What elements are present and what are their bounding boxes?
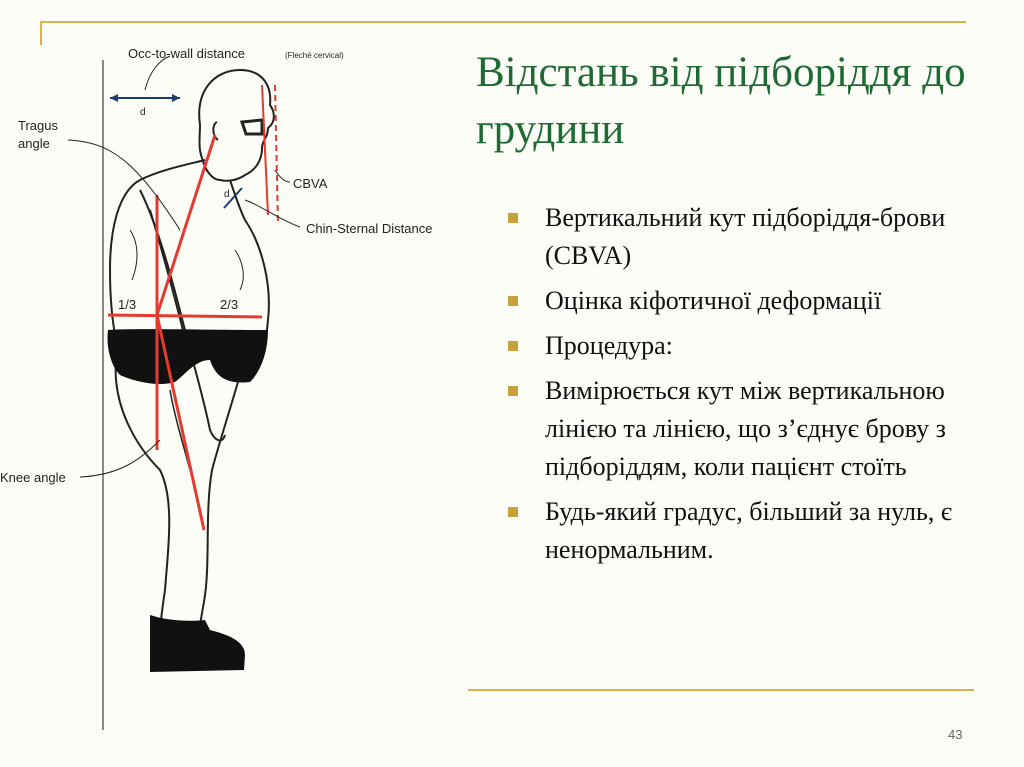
- shorts-shape: [108, 329, 269, 384]
- label-tragus-angle: angle: [18, 136, 50, 151]
- bullet-square-icon: [508, 213, 518, 223]
- bullet-square-icon: [508, 386, 518, 396]
- label-knee: Knee angle: [0, 470, 66, 485]
- bullet-text: Процедура:: [545, 331, 673, 360]
- page-number: 43: [948, 727, 963, 742]
- bullet-text: Оцінка кіфотичної деформації: [545, 286, 882, 315]
- bullet-item: [508, 199, 978, 275]
- bullet-square-icon: [508, 507, 518, 517]
- posture-illustration: [0, 30, 480, 750]
- bullet-text: Вертикальний кут підборіддя-брови (CBVA): [545, 203, 946, 270]
- label-occ-wall-sub: (Fleché cervical): [285, 51, 344, 60]
- feet-shape: [150, 615, 245, 672]
- bullet-text: Вимірюється кут між вертикальною лінією та лінією, що з’єднує брову з підборіддям, коли пацієнт стоїть: [545, 376, 946, 481]
- label-two-third: 2/3: [220, 297, 239, 312]
- bullet-square-icon: [508, 341, 518, 351]
- label-cbva: CBVA: [293, 176, 328, 191]
- bullet-item: [508, 493, 978, 569]
- bullet-item: [508, 372, 978, 486]
- bullet-item: [508, 327, 978, 365]
- bullet-list: [508, 199, 978, 576]
- slide-title: Відстань від підборіддя до грудини: [476, 49, 966, 153]
- top-rule: [42, 21, 966, 23]
- label-chin-sternal: Chin-Sternal Distance: [306, 221, 433, 236]
- label-one-third: 1/3: [118, 297, 137, 312]
- bullet-text: Будь-який градус, більший за нуль, є ненормальним.: [545, 497, 952, 564]
- label-occ-wall: Occ-to-wall distance: [128, 46, 246, 61]
- label-d-chin: d: [224, 189, 230, 200]
- bullet-item: [508, 282, 978, 320]
- bottom-rule: [468, 689, 974, 691]
- label-d-top: d: [140, 107, 146, 118]
- label-tragus: Tragus: [18, 118, 58, 133]
- bullet-square-icon: [508, 296, 518, 306]
